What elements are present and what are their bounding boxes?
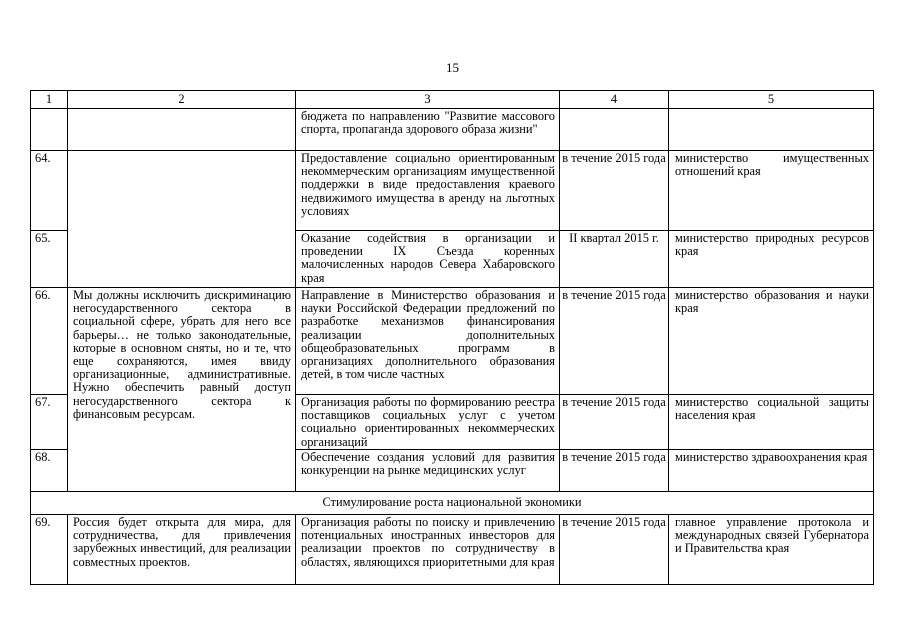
responsible-cell <box>669 109 874 151</box>
measure-cell: Предоставление социально ориентированным некоммерческим организациям имущественной поддержки в виде предоставления краевого недвижимого имущества в аренду на льготных условиях <box>296 151 560 231</box>
table-row <box>31 151 874 231</box>
deadline-cell <box>560 109 669 151</box>
row-number: 64. <box>31 151 68 231</box>
deadline-cell: II квартал 2015 г. <box>560 231 669 288</box>
section-title: Стимулирование роста национальной экономики <box>31 492 874 515</box>
goal-cell: Мы должны исключить дискриминацию негосударственного сектора в социальной сфере, убрать для него все барьеры… не только законодательные, которые в основном сняты, но и те, что еще сохраняются, имея ввиду организационные, административные. Нужно обеспечить равный доступ негосударственного сектора к финансовым ресурсам. <box>68 288 296 492</box>
responsible-cell: министерство здравоохранения края <box>669 450 874 492</box>
measure-cell: Организация работы по поиску и привлечению потенциальных иностранных инвесторов для реализации проектов по сотрудничеству в областях, являющихся приоритетными для края <box>296 515 560 585</box>
row-number <box>31 109 68 151</box>
goal-cell <box>68 109 296 151</box>
table-row <box>31 288 874 395</box>
deadline-cell: в течение 2015 года <box>560 288 669 395</box>
column-header: 5 <box>669 91 874 109</box>
row-number: 68. <box>31 450 68 492</box>
row-number: 67. <box>31 395 68 450</box>
table-row <box>31 109 874 151</box>
page-number: 15 <box>446 60 459 75</box>
goal-cell: Россия будет открыта для мира, для сотрудничества, для привлечения зарубежных инвестиций, для реализации совместных проектов. <box>68 515 296 585</box>
deadline-cell: в течение 2015 года <box>560 515 669 585</box>
responsible-cell: министерство социальной защиты населения края <box>669 395 874 450</box>
section-row <box>31 492 874 515</box>
measure-cell: Организация работы по формированию реестра поставщиков социальных услуг с учетом социально ориентированных некоммерческих организаций <box>296 395 560 450</box>
responsible-cell: министерство имущественных отношений края <box>669 151 874 231</box>
row-number: 69. <box>31 515 68 585</box>
measure-cell: Направление в Министерство образования и науки Российской Федерации предложений по разработке механизмов финансирования реализации дополнительных общеобразовательных программ в организациях дополнительного образования детей, в том числе частных <box>296 288 560 395</box>
table-row <box>31 515 874 585</box>
column-header: 2 <box>68 91 296 109</box>
deadline-cell: в течение 2015 года <box>560 450 669 492</box>
deadline-cell: в течение 2015 года <box>560 151 669 231</box>
responsible-cell: министерство образования и науки края <box>669 288 874 395</box>
measure-cell: Оказание содействия в организации и проведении IX Съезда коренных малочисленных народов Севера Хабаровского края <box>296 231 560 288</box>
row-number: 65. <box>31 231 68 288</box>
row-number: 66. <box>31 288 68 395</box>
header-row <box>31 91 874 109</box>
responsible-cell: главное управление протокола и международных связей Губернатора и Правительства края <box>669 515 874 585</box>
column-header: 4 <box>560 91 669 109</box>
column-header: 1 <box>31 91 68 109</box>
deadline-cell: в течение 2015 года <box>560 395 669 450</box>
goal-cell <box>68 151 296 288</box>
responsible-cell: министерство природных ресурсов края <box>669 231 874 288</box>
column-header: 3 <box>296 91 560 109</box>
measure-cell: бюджета по направлению "Развитие массового спорта, пропаганда здорового образа жизни" <box>296 109 560 151</box>
action-plan-table <box>30 90 874 585</box>
measure-cell: Обеспечение создания условий для развития конкуренции на рынке медицинских услуг <box>296 450 560 492</box>
